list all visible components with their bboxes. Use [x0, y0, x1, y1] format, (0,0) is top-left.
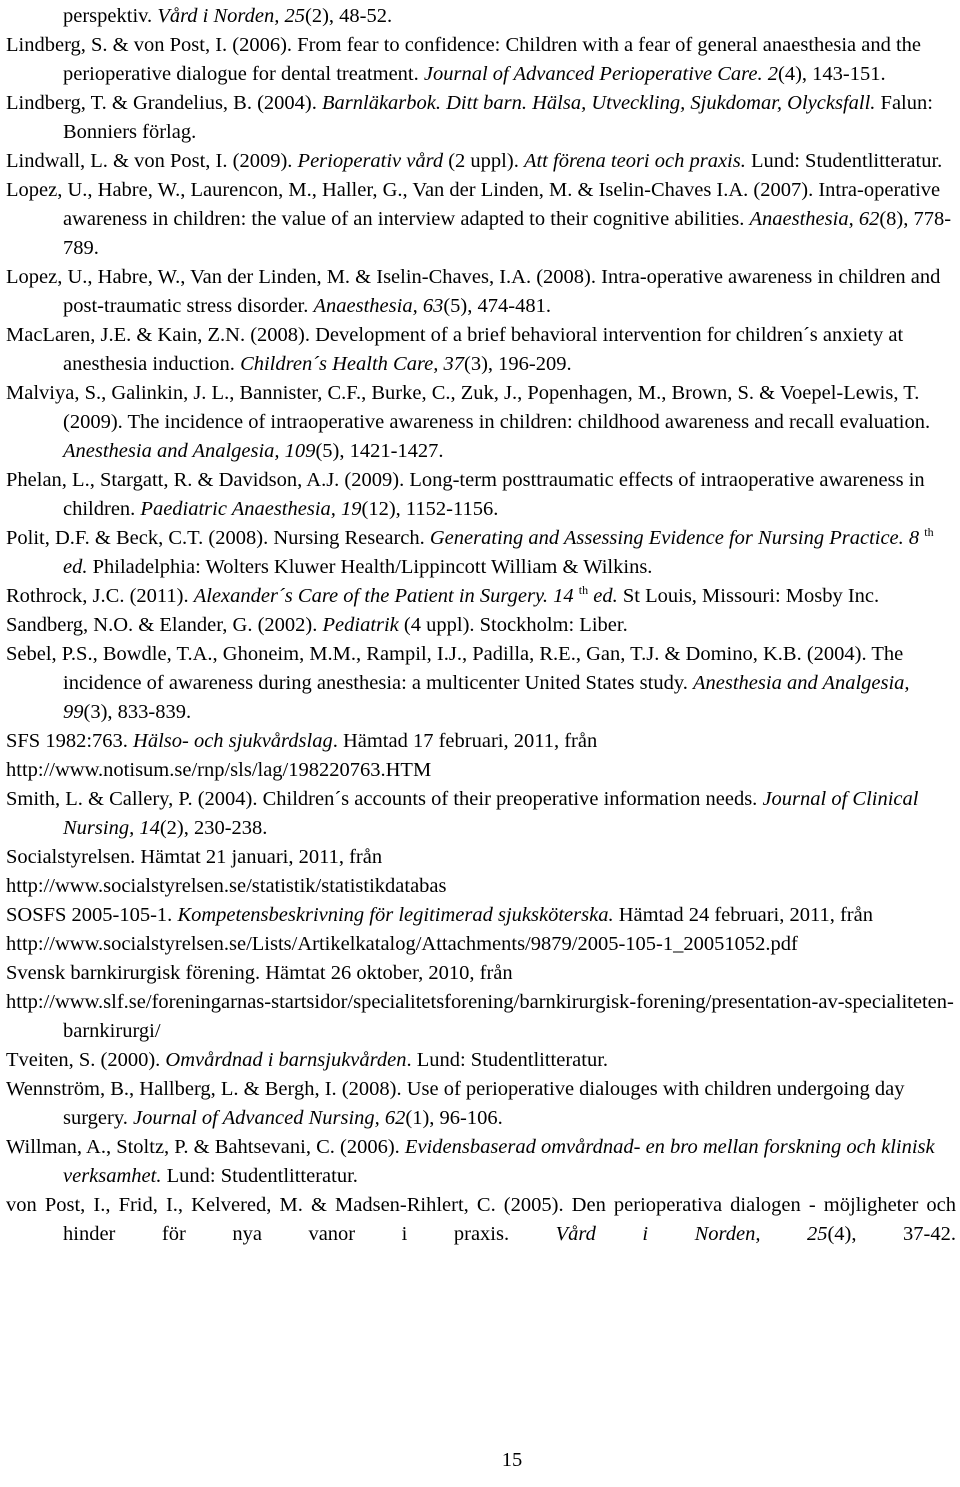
reference-entry: [6, 1046, 956, 1075]
reference-entry: [6, 582, 956, 611]
reference-entry: [6, 31, 956, 89]
reference-entry: [6, 1133, 956, 1191]
reference-text: Philadelphia: Wolters Kluwer Health/Lippincott William & Wilkins.: [87, 556, 653, 578]
reference-entry: [6, 959, 956, 1046]
reference-text: (2), 48-52.: [305, 5, 393, 27]
reference-entry: [6, 640, 956, 727]
italic-text: Paediatric Anaesthesia, 19: [140, 498, 362, 520]
reference-text: Willman, A., Stoltz, P. & Bahtsevani, C. (2006).: [6, 1136, 405, 1158]
italic-text: Alexander´s Care of the Patient in Surgery. 14: [193, 585, 579, 607]
reference-text: (4 uppl). Stockholm: Liber.: [398, 614, 628, 636]
italic-text: Journal of Advanced Perioperative Care. 2: [423, 63, 778, 85]
reference-text: Lindberg, S. & von Post, I. (2006). From fear to confidence: Children with a fear of general anaesthesia and the perioperative dialogue for dental treatment.: [6, 34, 922, 85]
italic-text: Kompetensbeskrivning för legitimerad sjuksköterska.: [177, 904, 614, 926]
reference-entry: [6, 466, 956, 524]
reference-text: Lindwall, L. & von Post, I. (2009).: [6, 150, 298, 172]
italic-text: Evidensbaserad omvårdnad- en bro mellan forskning och klinisk verksamhet.: [63, 1136, 935, 1187]
reference-text: Smith, L. & Callery, P. (2004). Children´s accounts of their preoperative information needs.: [6, 788, 763, 810]
italic-text: Barnläkarbok. Ditt barn. Hälsa, Utveckling, Sjukdomar, Olycksfall.: [322, 92, 876, 114]
reference-text: Tveiten, S. (2000).: [6, 1049, 166, 1071]
reference-text: (2), 230-238.: [159, 817, 268, 839]
reference-entry: [6, 785, 956, 843]
italic-text: Omvårdnad i barnsjukvården: [165, 1049, 407, 1071]
reference-text: Hämtad 24 februari, 2011, från: [613, 904, 873, 926]
reference-text: MacLaren, J.E. & Kain, Z.N. (2008). Development of a brief behavioral intervention for children´s anxiety at anesthesia induction.: [6, 324, 904, 375]
italic-text: Vård i Norden, 25: [555, 1223, 828, 1245]
reference-text: Socialstyrelsen. Hämtat 21 januari, 2011, från: [6, 846, 383, 868]
reference-list: [6, 2, 956, 1249]
italic-text: Perioperativ vård: [297, 150, 444, 172]
superscript: th: [924, 525, 934, 539]
reference-text: (5), 1421-1427.: [315, 440, 444, 462]
reference-text: (2 uppl).: [443, 150, 524, 172]
reference-text: (8), 778-789.: [63, 208, 952, 259]
reference-text: (1), 96-106.: [405, 1107, 503, 1129]
italic-text: ed.: [63, 556, 88, 578]
reference-text: Lopez, U., Habre, W., Laurencon, M., Haller, G., Van der Linden, M. & Iselin-Chaves I.A. (2007). Intra-operative awareness in children: the value of an interview adapted to their cognitive abilities.: [6, 179, 941, 230]
reference-entry: [6, 524, 956, 582]
reference-text: Svensk barnkirurgisk förening. Hämtat 26 oktober, 2010, från: [6, 962, 513, 984]
reference-text: (3), 196-209.: [464, 353, 572, 375]
reference-entry: [6, 2, 956, 31]
italic-text: Hälso- och sjukvårdslag: [133, 730, 333, 752]
reference-text: Polit, D.F. & Beck, C.T. (2008). Nursing Research.: [6, 527, 430, 549]
reference-entry: [6, 89, 956, 147]
reference-entry: [6, 843, 956, 901]
reference-text: perspektiv.: [63, 5, 158, 27]
superscript: th: [578, 583, 589, 597]
page-number: 15: [501, 1449, 523, 1471]
reference-text: Lund: Studentlitteratur.: [161, 1165, 358, 1187]
reference-text: Rothrock, J.C. (2011).: [6, 585, 194, 607]
reference-text: Lund: Studentlitteratur.: [745, 150, 943, 172]
reference-entry: [6, 379, 956, 466]
reference-text: St Louis, Missouri: Mosby Inc.: [617, 585, 880, 607]
reference-text: Lindberg, T. & Grandelius, B. (2004).: [6, 92, 322, 114]
reference-entry: [6, 176, 956, 263]
reference-text: SFS 1982:763.: [6, 730, 134, 752]
reference-text: . Hämtad 17 februari, 2011, från: [332, 730, 598, 752]
italic-text: Anesthesia and Analgesia, 109: [63, 440, 316, 462]
reference-entry: [6, 727, 956, 785]
reference-entry: [6, 1191, 956, 1249]
reference-text: (12), 1152-1156.: [361, 498, 499, 520]
reference-text: SOSFS 2005-105-1.: [6, 904, 178, 926]
reference-text: . Lund: Studentlitteratur.: [406, 1049, 609, 1071]
italic-text: Generating and Assessing Evidence for Nursing Practice. 8: [429, 527, 925, 549]
reference-text: (5), 474-481.: [443, 295, 551, 317]
reference-text: Phelan, L., Stargatt, R. & Davidson, A.J. (2009). Long-term posttraumatic effects of intraoperative awareness in children.: [6, 469, 925, 520]
italic-text: Anaesthesia, 63: [313, 295, 444, 317]
reference-entry: [6, 147, 956, 176]
italic-text: Journal of Clinical Nursing, 14: [63, 788, 919, 839]
reference-url[interactable]: http://www.slf.se/foreningarnas-startsidor/specialitetsforening/barnkirurgisk-forening/presentation-av-specialiteten-barnkirurgi/: [6, 991, 954, 1042]
reference-text: Wennström, B., Hallberg, L. & Bergh, I. (2008). Use of perioperative dialouges with children undergoing day surgery.: [6, 1078, 905, 1129]
reference-text: (3), 833-839.: [83, 701, 192, 723]
reference-entry: [6, 263, 956, 321]
italic-text: Att förena teori och praxis.: [523, 150, 746, 172]
reference-text: Malviya, S., Galinkin, J. L., Bannister, C.F., Burke, C., Zuk, J., Popenhagen, M., Brown, S. & Voepel-Lewis, T. (2009). The incidence of intraoperative awareness in children: childhood awareness and recall evaluation.: [6, 382, 931, 433]
italic-text: Anesthesia and Analgesia, 99: [63, 672, 910, 723]
reference-entry: [6, 1075, 956, 1133]
reference-text: von Post, I., Frid, I., Kelvered, M. & Madsen-Rihlert, C. (2005). Den perioperativa dialogen - möjligheter och hinder för nya vanor i praxis.: [6, 1194, 956, 1245]
italic-text: Vård i Norden, 25: [157, 5, 305, 27]
reference-url[interactable]: http://www.socialstyrelsen.se/Lists/Artikelkatalog/Attachments/9879/2005-105-1_20051052.pdf: [6, 933, 798, 955]
italic-text: Anaesthesia, 62: [749, 208, 880, 230]
reference-entry: [6, 611, 956, 640]
reference-text: (4), 37-42.: [827, 1223, 956, 1245]
reference-text: Lopez, U., Habre, W., Van der Linden, M. & Iselin-Chaves, I.A. (2008). Intra-operative awareness in children and post-traumatic stress disorder.: [6, 266, 941, 317]
reference-text: (4), 143-151.: [778, 63, 886, 85]
reference-text: Falun: Bonniers förlag.: [63, 92, 933, 143]
reference-text: Sebel, P.S., Bowdle, T.A., Ghoneim, M.M., Rampil, I.J., Padilla, R.E., Gan, T.J. & Domino, K.B. (2004). The incidence of awareness during anesthesia: a multicenter United States study.: [6, 643, 904, 694]
reference-text: Sandberg, N.O. & Elander, G. (2002).: [6, 614, 323, 636]
italic-text: Journal of Advanced Nursing, 62: [133, 1107, 406, 1129]
italic-text: ed.: [588, 585, 618, 607]
italic-text: Pediatrik: [322, 614, 399, 636]
reference-entry: [6, 901, 956, 959]
reference-entry: [6, 321, 956, 379]
italic-text: Children´s Health Care, 37: [240, 353, 465, 375]
reference-url[interactable]: http://www.socialstyrelsen.se/statistik/statistikdatabas: [6, 875, 447, 897]
reference-url[interactable]: http://www.notisum.se/rnp/sls/lag/198220763.HTM: [6, 759, 432, 781]
